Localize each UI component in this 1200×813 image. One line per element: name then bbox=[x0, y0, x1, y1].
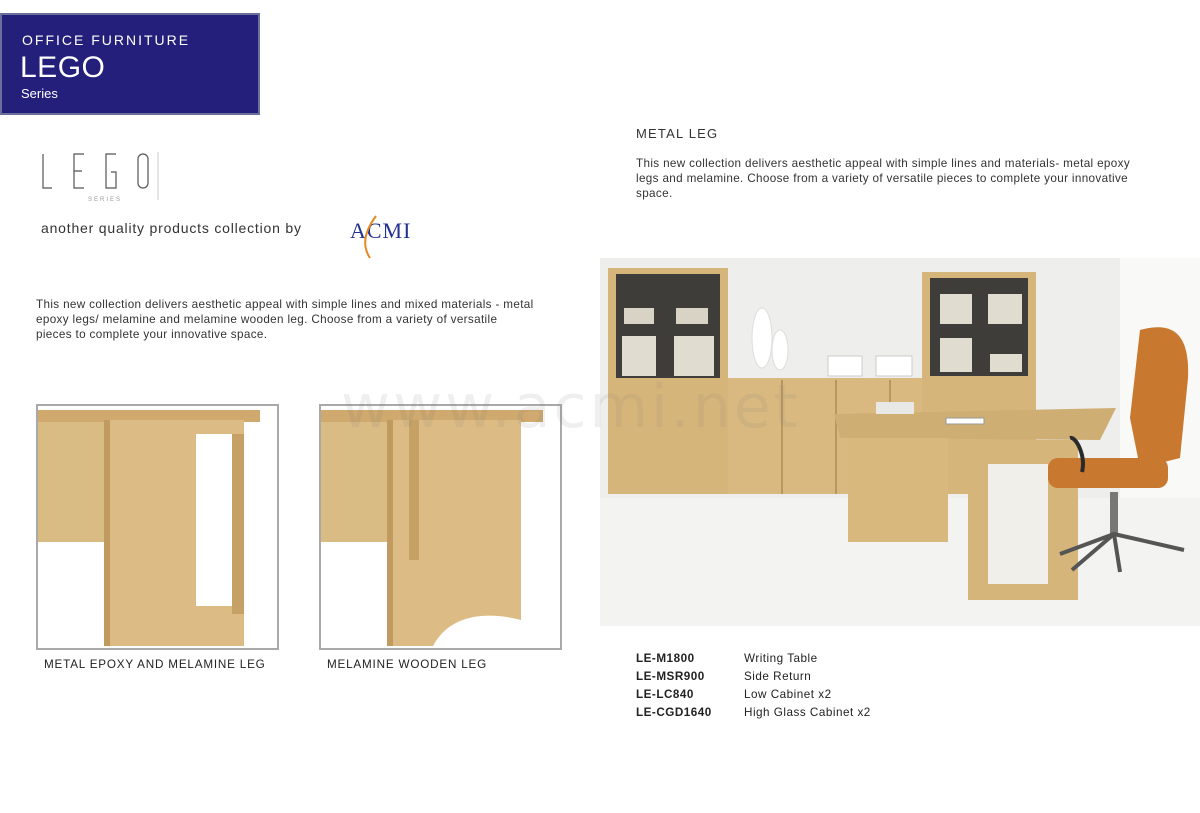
lego-series-logo bbox=[40, 150, 164, 206]
section-title: METAL LEG bbox=[636, 126, 719, 141]
product-code: LE-LC840 bbox=[636, 687, 694, 701]
office-room-photo bbox=[600, 258, 1200, 626]
watermark: www.acmi.net bbox=[341, 372, 801, 442]
wooden-leg-caption: MELAMINE WOODEN LEG bbox=[327, 658, 488, 671]
acmi-logo-text: ACMI bbox=[350, 218, 412, 243]
product-list bbox=[636, 649, 871, 721]
product-row bbox=[636, 649, 871, 667]
banner-eyebrow: OFFICE FURNITURE bbox=[22, 32, 191, 48]
product-row bbox=[636, 685, 871, 703]
metal-leg-description: This new collection delivers aesthetic appeal with simple lines and materials- metal epoxy legs and melamine. Choose from a variety of versatile pieces to complete your innovative space. bbox=[636, 157, 1131, 200]
product-code: LE-M1800 bbox=[636, 651, 695, 665]
series-banner bbox=[0, 13, 260, 115]
product-name: High Glass Cabinet x2 bbox=[744, 705, 871, 719]
brand-tagline: another quality products collection by bbox=[41, 220, 302, 236]
product-name: Side Return bbox=[744, 669, 812, 683]
acmi-logo bbox=[346, 212, 436, 260]
collection-description: This new collection delivers aesthetic appeal with simple lines and mixed materials - metal epoxy legs/ melamine and melamine wooden leg. Choose from a variety of versatile pieces to complete your innovative space. bbox=[36, 298, 534, 341]
banner-subtitle: Series bbox=[21, 86, 58, 101]
metal-leg-caption: METAL EPOXY AND MELAMINE LEG bbox=[44, 658, 266, 671]
product-code: LE-MSR900 bbox=[636, 669, 705, 683]
product-row bbox=[636, 667, 871, 685]
product-name: Writing Table bbox=[744, 651, 818, 665]
lego-logo-subtext: SERIES bbox=[88, 197, 123, 203]
metal-leg-photo bbox=[36, 404, 279, 650]
wooden-leg-photo bbox=[319, 404, 562, 650]
product-code: LE-CGD1640 bbox=[636, 705, 712, 719]
product-name: Low Cabinet x2 bbox=[744, 687, 832, 701]
banner-title: LEGO bbox=[20, 51, 106, 84]
product-row bbox=[636, 703, 871, 721]
